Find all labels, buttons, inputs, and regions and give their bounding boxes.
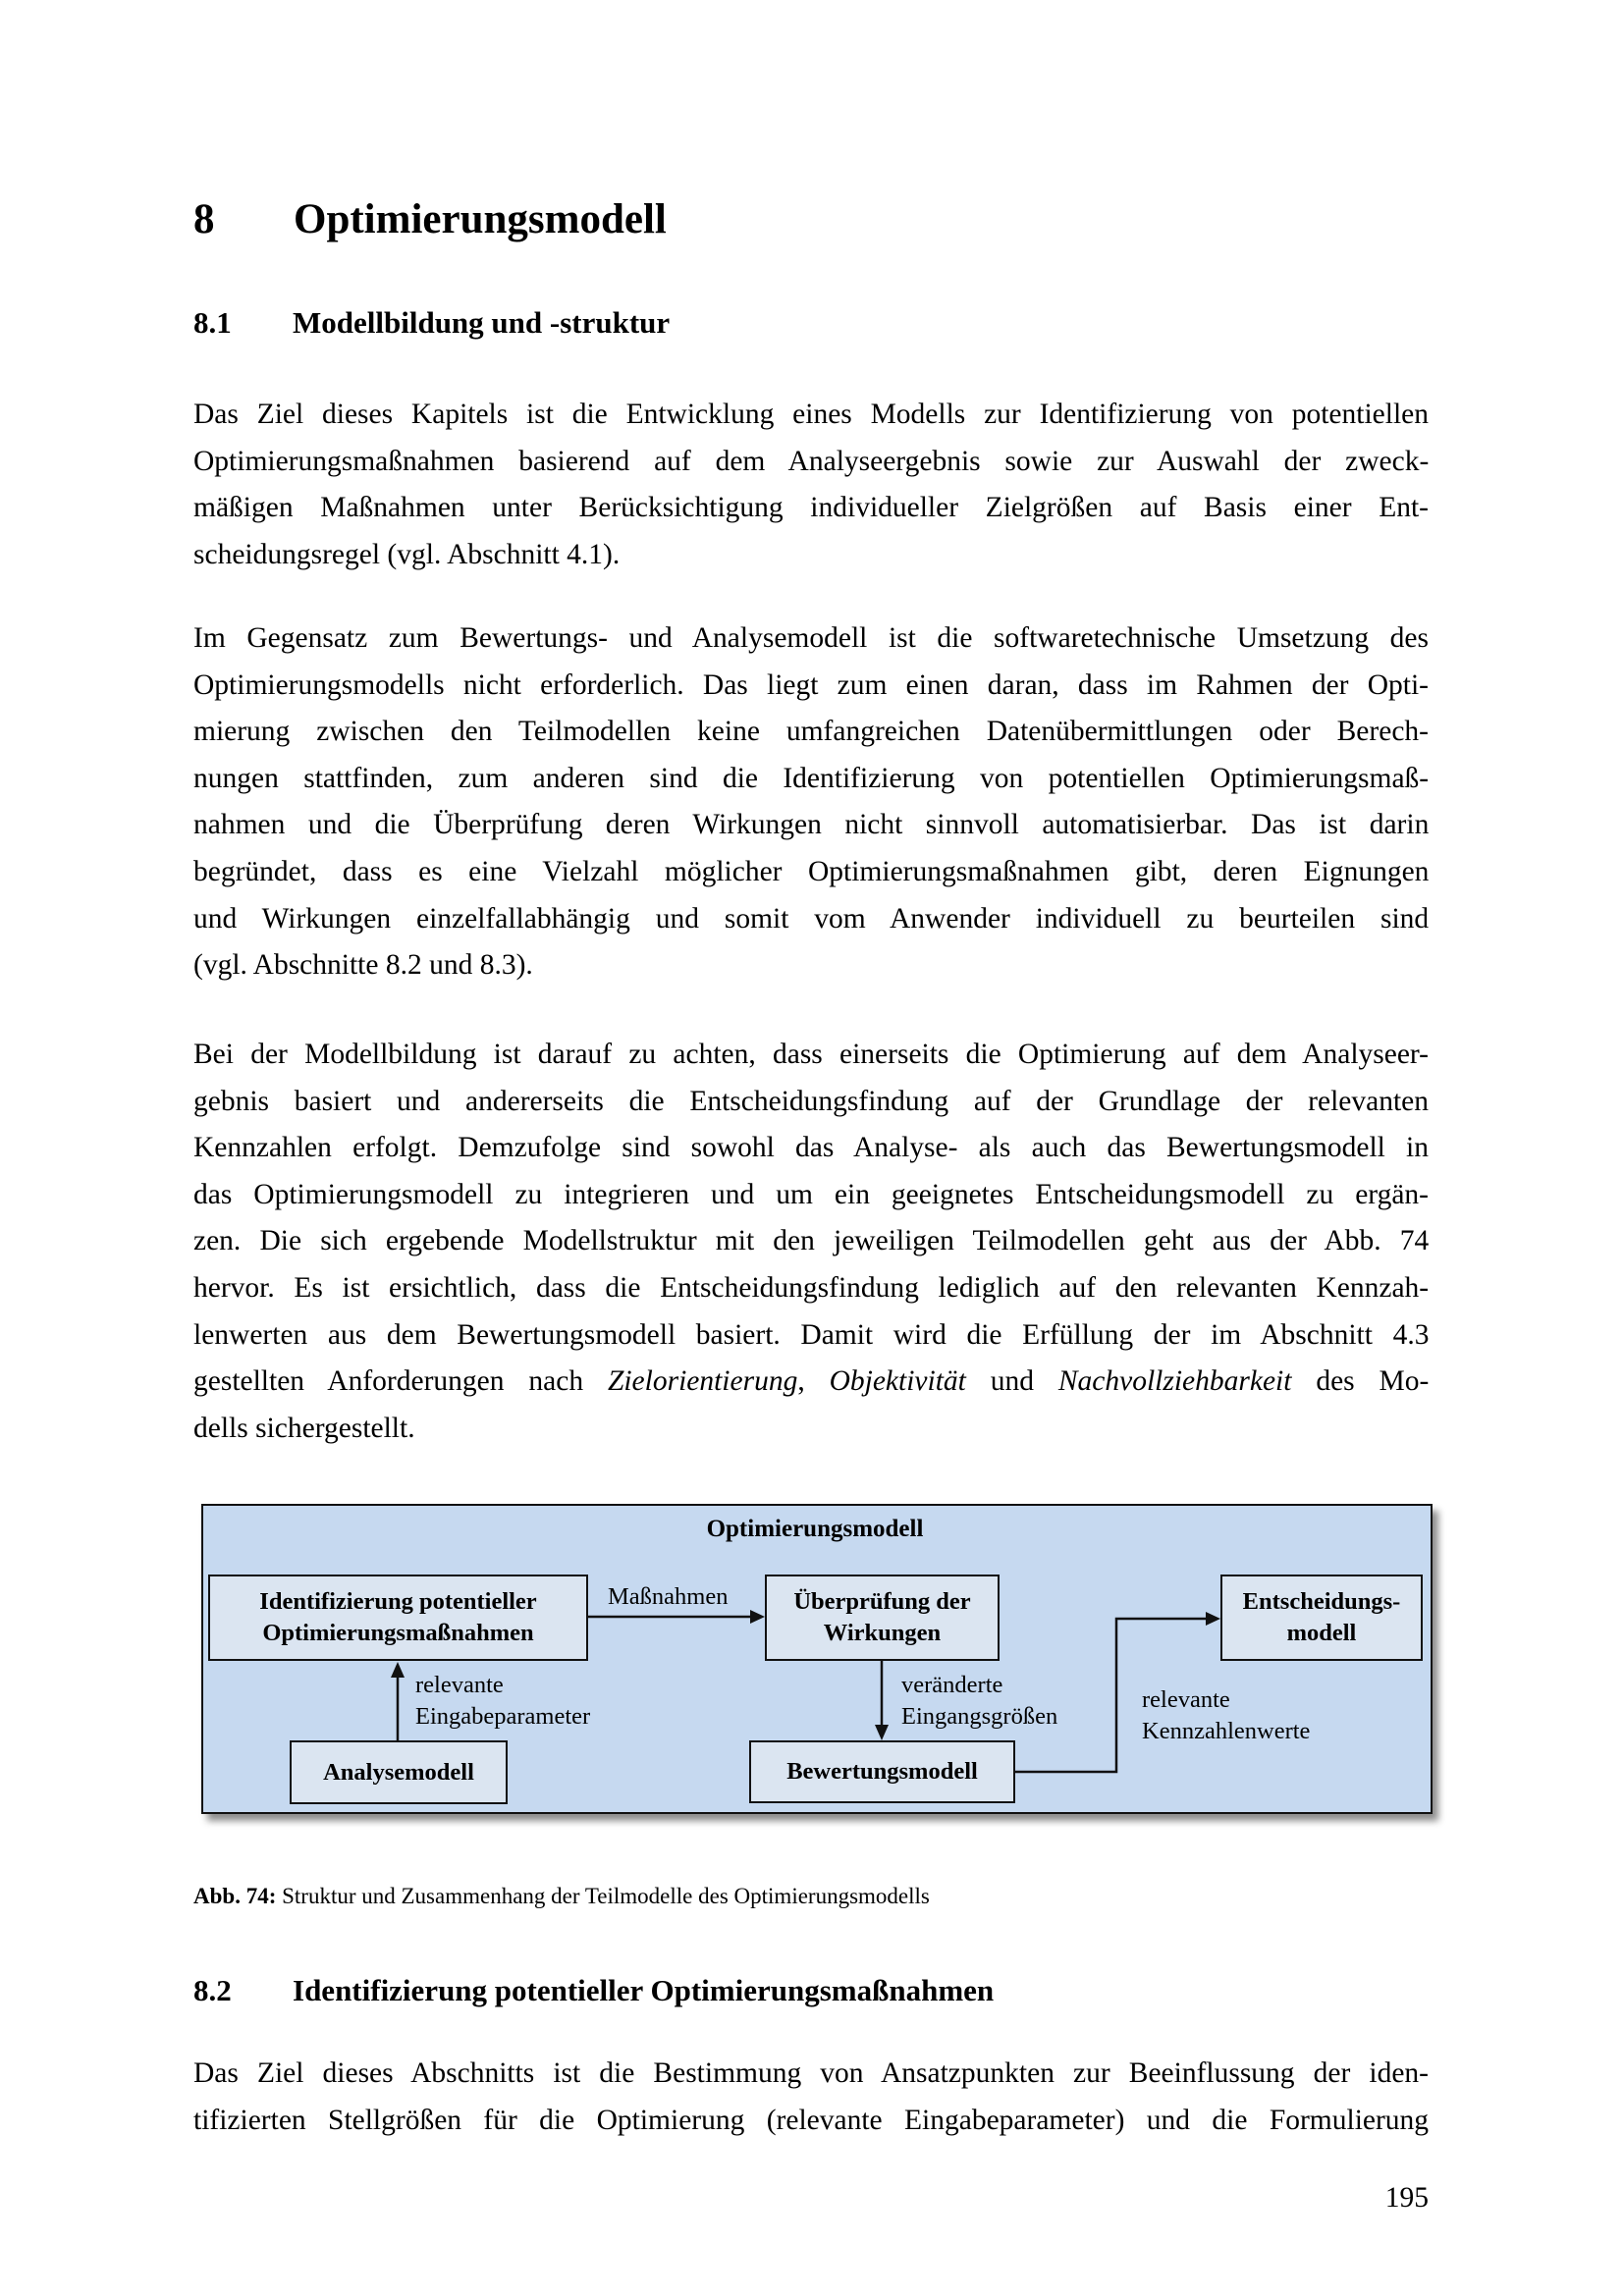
text-line: Im Gegensatz zum Bewertungs- und Analysemodell ist die softwaretechnische Umsetzung des <box>193 622 1429 654</box>
paragraph-2 <box>193 615 1429 989</box>
edge-label-line: relevante <box>415 1672 504 1698</box>
edge-label-line: Eingangsgrößen <box>901 1703 1058 1730</box>
chapter-heading <box>193 192 667 247</box>
edge-label-eingangsgroessen <box>901 1670 1057 1733</box>
text-line: scheidungsregel (vgl. Abschnitt 4.1). <box>193 538 621 570</box>
box-label-line: modell <box>1286 1620 1357 1646</box>
text-line: das Optimierungsmodell zu integrieren und um ein geeignetes Entscheidungsmodell zu ergän- <box>193 1178 1429 1210</box>
edge-label-line: veränderte <box>901 1672 1003 1698</box>
text-line: nahmen und die Überprüfung deren Wirkungen nicht sinnvoll automatisierbar. Das ist darin <box>193 809 1430 841</box>
text-line: mierung zwischen den Teilmodellen keine umfangreichen Datenübermittlungen oder Berech- <box>193 716 1429 748</box>
edge-label-massnahmen: Maßnahmen <box>608 1583 729 1610</box>
text-line: lenwerten aus dem Bewertungsmodell basiert. Damit wird die Erfüllung der im Abschnitt 4.3 <box>193 1318 1430 1351</box>
text-line-with-emphasis <box>193 1359 1429 1406</box>
text-line: zen. Die sich ergebende Modellstruktur mit den jeweiligen Teilmodellen geht aus der Abb. 74 <box>193 1225 1430 1257</box>
box-analysemodell <box>290 1740 508 1804</box>
paragraph-1 <box>193 392 1429 578</box>
section-heading-8-1 <box>193 303 670 343</box>
text-line: nungen stattfinden, zum anderen sind die Identifizierung von potentiellen Optimierungsmaß- <box>193 762 1430 794</box>
emphasis-nachvollziehbarkeit: Nachvollziehbarkeit <box>1057 1365 1292 1398</box>
text-run: und <box>965 1365 1058 1398</box>
emphasis-objektivitaet: Objektivität <box>829 1365 966 1398</box>
box-label-line: Wirkungen <box>823 1620 942 1646</box>
emphasis-zielorientierung: Zielorientierung <box>607 1365 798 1398</box>
edge-label-line: relevante <box>1142 1686 1230 1713</box>
box-label-line: Identifizierung potentieller <box>259 1588 537 1615</box>
paragraph-8-2 <box>193 2051 1429 2144</box>
text-line: Das Ziel dieses Kapitels ist die Entwicklung eines Modells zur Identifizierung von potentiellen <box>193 399 1429 430</box>
box-label-line: Entscheidungs- <box>1242 1588 1401 1615</box>
text-line: Das Ziel dieses Abschnitts ist die Bestimmung von Ansatzpunkten zur Beeinflussung der iden- <box>193 2057 1429 2089</box>
text-line: Kennzahlen erfolgt. Demzufolge sind sowohl das Analyse- als auch das Bewertungsmodell in <box>193 1132 1429 1164</box>
chapter-number: 8 <box>193 196 215 242</box>
text-line: Bei der Modellbildung ist darauf zu achten, dass einerseits die Optimierung auf dem Analyseer- <box>193 1039 1429 1070</box>
section-heading-8-2 <box>193 1971 994 2010</box>
text-line: Optimierungsmaßnahmen basierend auf dem Analyseergebnis sowie zur Auswahl der zweck- <box>193 445 1430 477</box>
text-run: des Mo- <box>1291 1365 1430 1398</box>
edge-label-line: Eingabeparameter <box>415 1703 591 1730</box>
text-run: gestellten Anforderungen nach <box>193 1365 608 1398</box>
section-title: Identifizierung potentieller Optimierungsmaßnahmen <box>293 1973 995 2007</box>
text-run: , <box>797 1365 830 1398</box>
chapter-title: Optimierungsmodell <box>294 196 667 242</box>
box-label-line: Optimierungsmaßnahmen <box>262 1620 534 1646</box>
paragraph-3 <box>193 1032 1429 1452</box>
text-line: tifizierten Stellgrößen für die Optimierung (relevante Eingabeparameter) und die Formulierung <box>193 2104 1430 2136</box>
box-label-line: Überprüfung der <box>793 1588 971 1615</box>
text-line: gebnis basiert und andererseits die Entscheidungsfindung auf der Grundlage der relevanten <box>193 1085 1429 1117</box>
box-label: Bewertungsmodell <box>786 1758 978 1785</box>
text-line: mäßigen Maßnahmen unter Berücksichtigung individueller Zielgrößen auf Basis einer Ent- <box>193 492 1429 524</box>
text-line: dells sichergestellt. <box>193 1412 415 1444</box>
text-line: und Wirkungen einzelfallabhängig und somit vom Anwender individuell zu beurteilen sind <box>193 902 1430 934</box>
page-number: 195 <box>1384 2182 1429 2214</box>
edge-label-eingabeparameter <box>415 1670 590 1733</box>
section-title: Modellbildung und -struktur <box>293 305 671 340</box>
text-line: begründet, dass es eine Vielzahl möglicher Optimierungsmaßnahmen gibt, deren Eignungen <box>193 855 1430 887</box>
text-line: Optimierungsmodells nicht erforderlich. Das liegt zum einen daran, dass im Rahmen der Opti- <box>193 668 1429 701</box>
edge-label-line: Kennzahlenwerte <box>1142 1718 1311 1744</box>
box-ueberpruefung <box>765 1575 1000 1661</box>
box-identifizierung <box>208 1575 588 1661</box>
figure-title: Optimierungsmodell <box>706 1516 924 1542</box>
section-number: 8.2 <box>193 1973 232 2007</box>
edge-label-kennzahlenwerte <box>1142 1684 1310 1747</box>
caption-text: Struktur und Zusammenhang der Teilmodelle des Optimierungsmodells <box>276 1884 930 1908</box>
box-entscheidungsmodell <box>1220 1575 1423 1661</box>
section-number: 8.1 <box>193 305 232 340</box>
figure-caption <box>193 1882 930 1911</box>
caption-label: Abb. 74: <box>193 1884 277 1908</box>
text-line: hervor. Es ist ersichtlich, dass die Entscheidungsfindung lediglich auf den relevanten Kennzah- <box>193 1271 1430 1304</box>
text-line: (vgl. Abschnitte 8.2 und 8.3). <box>193 949 533 982</box>
box-label: Analysemodell <box>323 1758 474 1786</box>
box-bewertungsmodell <box>749 1740 1015 1803</box>
